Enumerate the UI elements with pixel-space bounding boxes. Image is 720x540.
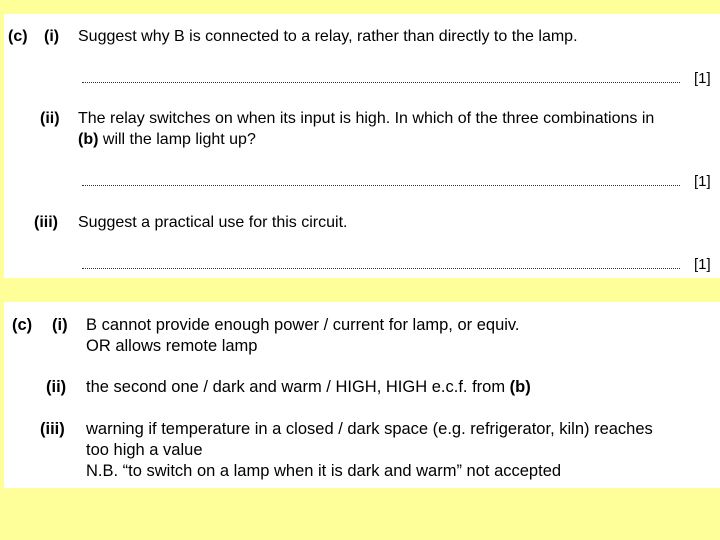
question-iii-number: (iii) [34,214,58,231]
answer-part-c-label: (c) [12,316,33,334]
marks-i: [1] [694,70,711,87]
question-ii-line2-text: will the lamp light up? [98,131,256,148]
answer-i-line2: OR allows remote lamp [86,337,258,355]
part-b-reference: (b) [78,131,99,148]
question-panel [4,14,720,278]
answer-iii-note: N.B. “to switch on a lamp when it is dark and warm” not accepted [86,462,562,480]
answer-ii-text: the second one / dark and warm / HIGH, HIGH e.c.f. from [86,378,510,396]
mark-scheme-panel [4,302,720,488]
answer-iii-line2: too high a value [86,441,203,459]
question-i-number: (i) [44,28,60,45]
answer-ii-number: (ii) [46,378,67,396]
part-c-label: (c) [8,28,28,45]
question-ii-line2 [78,131,256,149]
answer-line-ii [82,185,680,186]
answer-ii-line [86,378,531,397]
answer-iii-line1: warning if temperature in a closed / dark space (e.g. refrigerator, kiln) reaches [86,420,653,438]
answer-line-iii [82,268,680,269]
question-i-text: Suggest why B is connected to a relay, rather than directly to the lamp. [78,28,578,45]
marks-iii: [1] [694,256,711,273]
question-ii-line1: The relay switches on when its input is high. In which of the three combinations in [78,110,655,127]
question-iii-text: Suggest a practical use for this circuit. [78,214,348,231]
answer-iii-number: (iii) [40,420,65,438]
question-ii-number: (ii) [40,110,60,127]
answer-i-line1: B cannot provide enough power / current for lamp, or equiv. [86,316,520,334]
marks-ii: [1] [694,173,711,190]
answer-line-i [82,82,680,83]
answer-i-number: (i) [52,316,68,334]
answer-ii-reference: (b) [509,378,531,396]
